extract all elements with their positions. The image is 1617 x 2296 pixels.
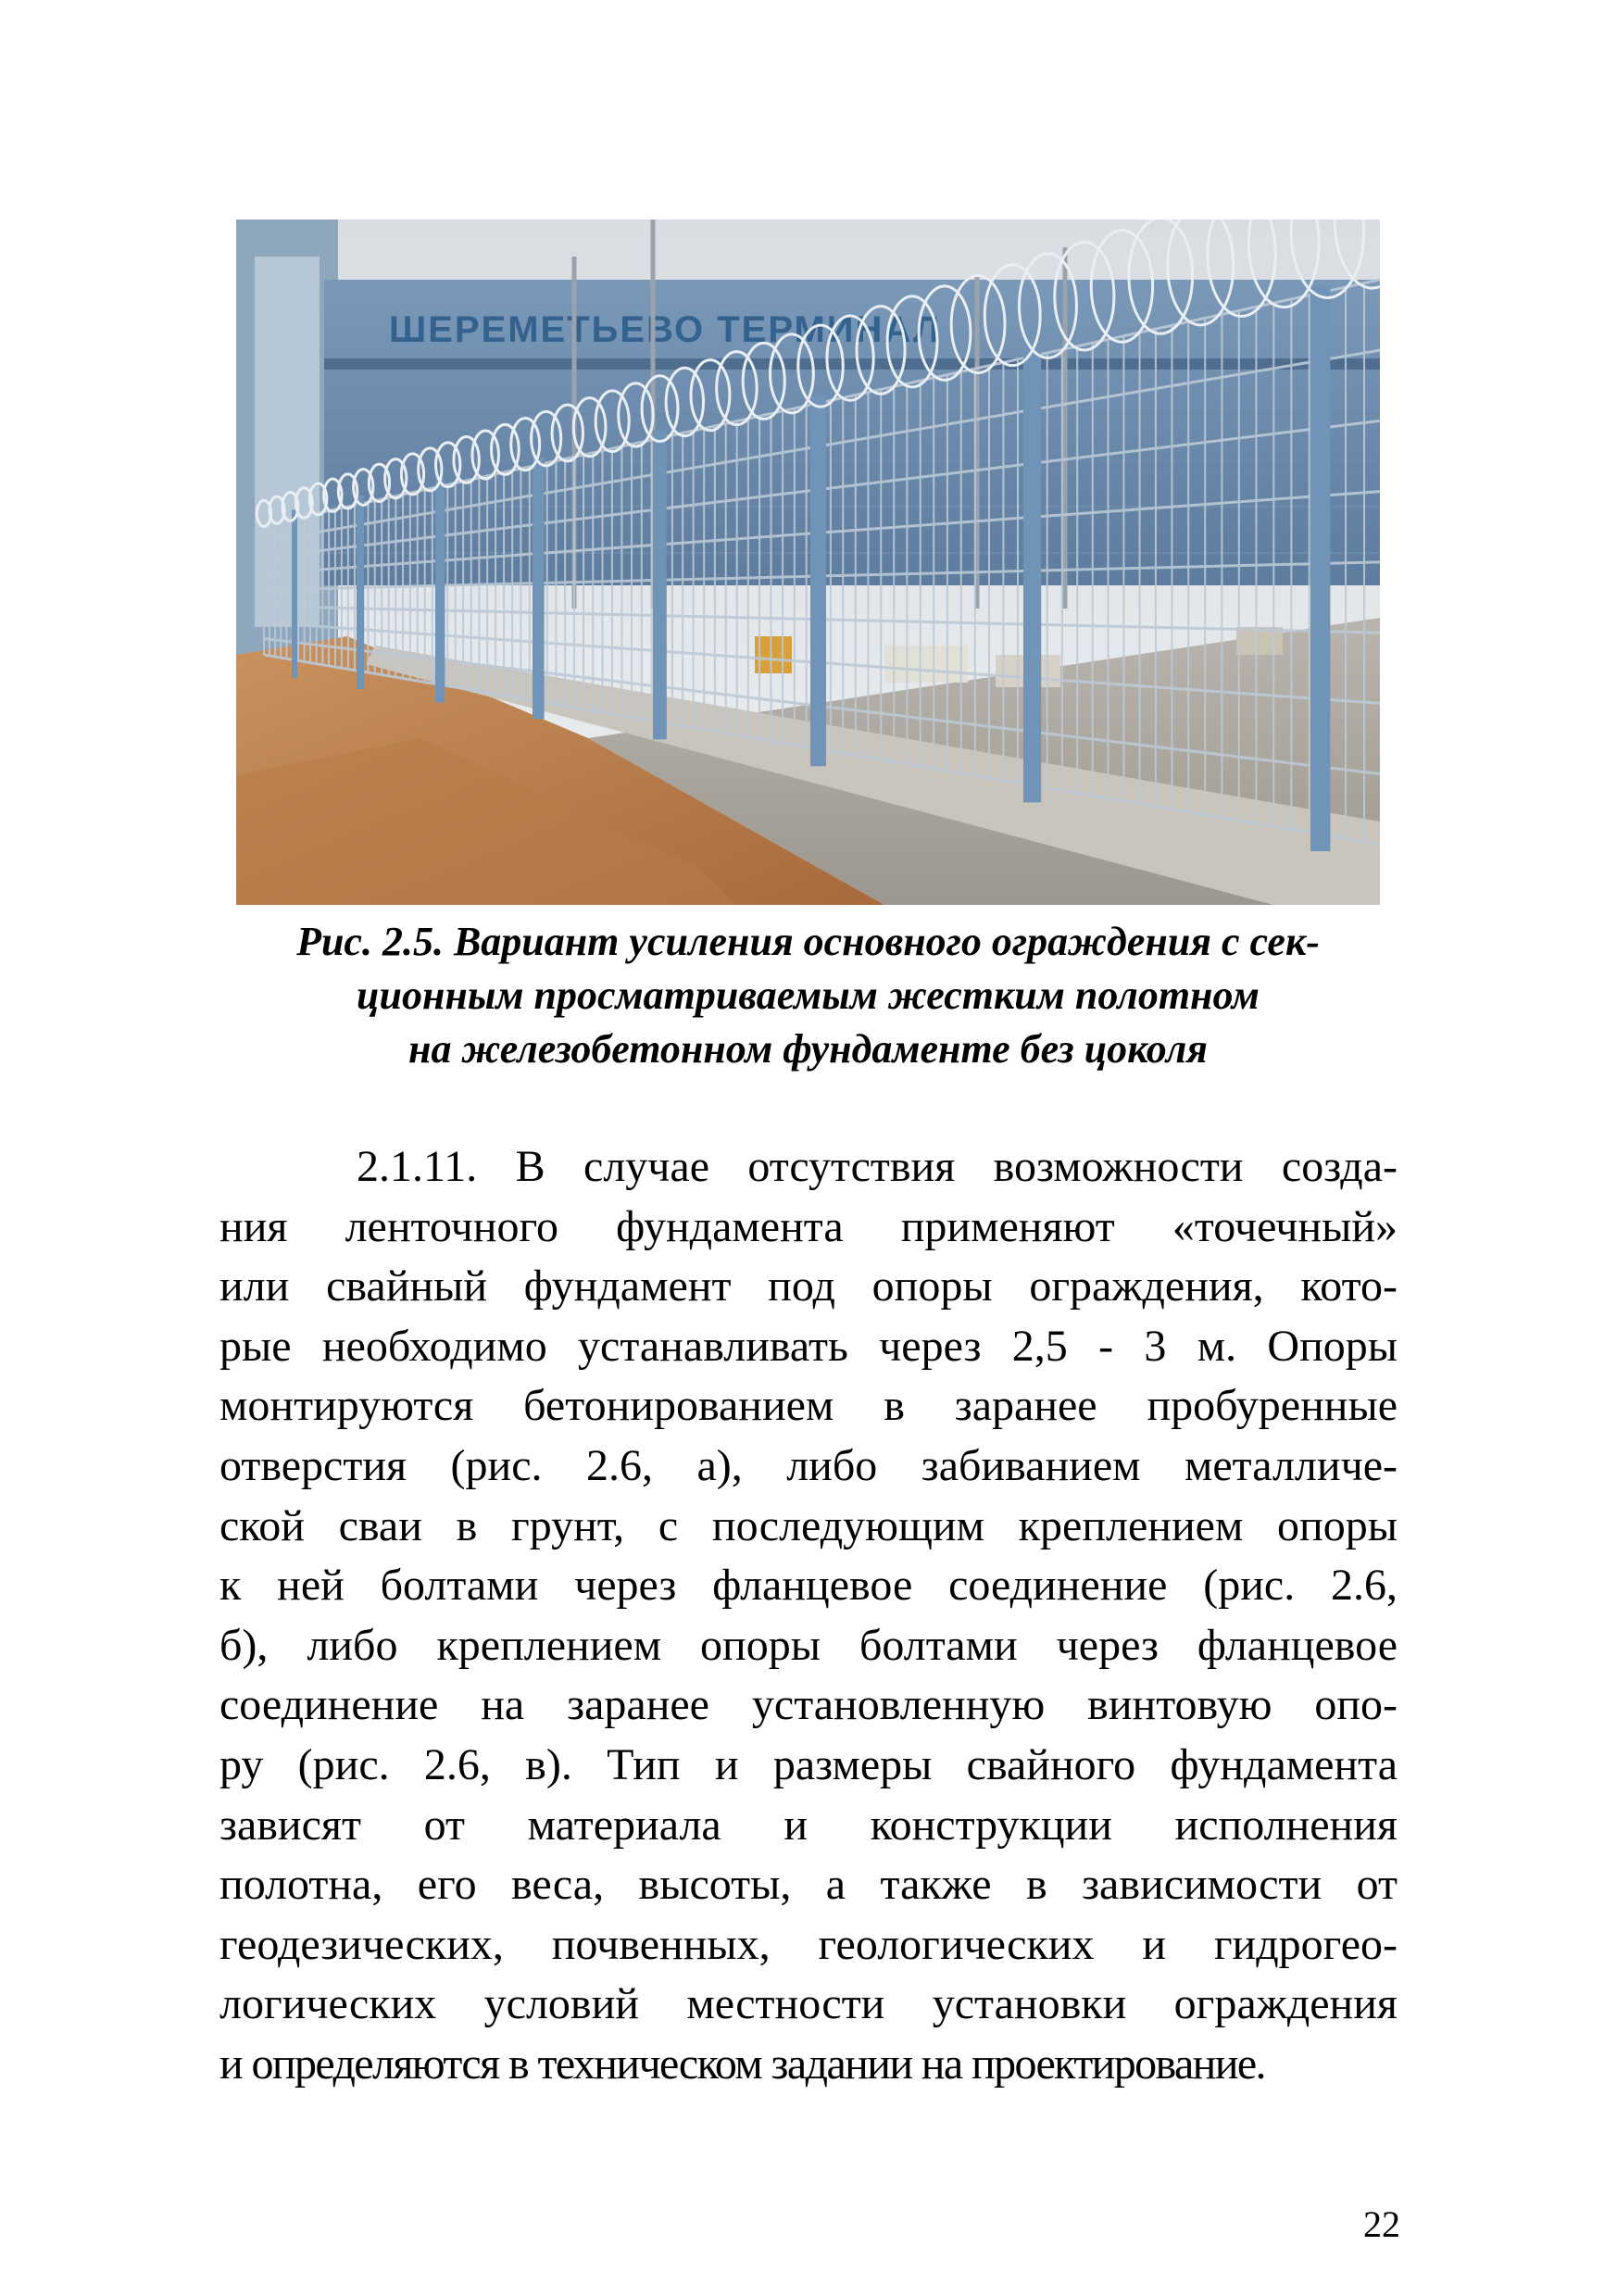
paragraph-line: ской сваи в грунт, с последующим креплением опоры [219, 1500, 1398, 1550]
paragraph-line: б), либо креплением опоры болтами через фланцевое [219, 1620, 1398, 1670]
terminal-sign-text: ШЕРЕМЕТЬЕВО ТЕРМИНАЛ [389, 309, 941, 350]
paragraph [219, 1137, 1398, 2095]
paragraph-line: геодезических, почвенных, геологических и гидрогео- [219, 1919, 1398, 1969]
fence-photo [236, 220, 1380, 905]
paragraph-line: соединение на заранее установленную винтовую опо- [219, 1680, 1398, 1730]
caption-line: на железобетонном фундаменте без цоколя [408, 1026, 1208, 1072]
paragraph-line: ру (рис. 2.6, в). Тип и размеры свайного фундамента [219, 1739, 1398, 1789]
caption-line: Рис. 2.5. Вариант усиления основного ограждения с сек- [296, 919, 1320, 964]
page-number: 22 [1363, 2203, 1400, 2245]
paragraph-line: отверстия (рис. 2.6, а), либо забиванием металличе- [219, 1440, 1398, 1490]
paragraph-line: рые необходимо устанавливать через 2,5 - 3 м. Опоры [219, 1321, 1398, 1371]
paragraph-line: 2.1.11. В случае отсутствия возможности созда- [357, 1142, 1398, 1191]
paragraph-line: полотна, его веса, высоты, а также в зависимости от [219, 1860, 1398, 1910]
paragraph-line: зависят от материала и конструкции исполнения [219, 1800, 1398, 1850]
paragraph-line: логических условий местности установки ограждения [219, 1979, 1398, 2029]
paragraph-line: и определяются в техническом задании на проектирование. [219, 2039, 1265, 2089]
paragraph-line: или свайный фундамент под опоры ограждения, кото- [219, 1261, 1398, 1311]
figure-caption [213, 915, 1403, 1076]
caption-line: ционным просматриваемым жестким полотном [357, 972, 1260, 1018]
paragraph-line: ния ленточного фундамента применяют «точечный» [219, 1201, 1398, 1251]
paragraph-line: к ней болтами через фланцевое соединение (рис. 2.6, [219, 1561, 1398, 1611]
paragraph-line: монтируются бетонированием в заранее пробуренные [219, 1381, 1398, 1431]
